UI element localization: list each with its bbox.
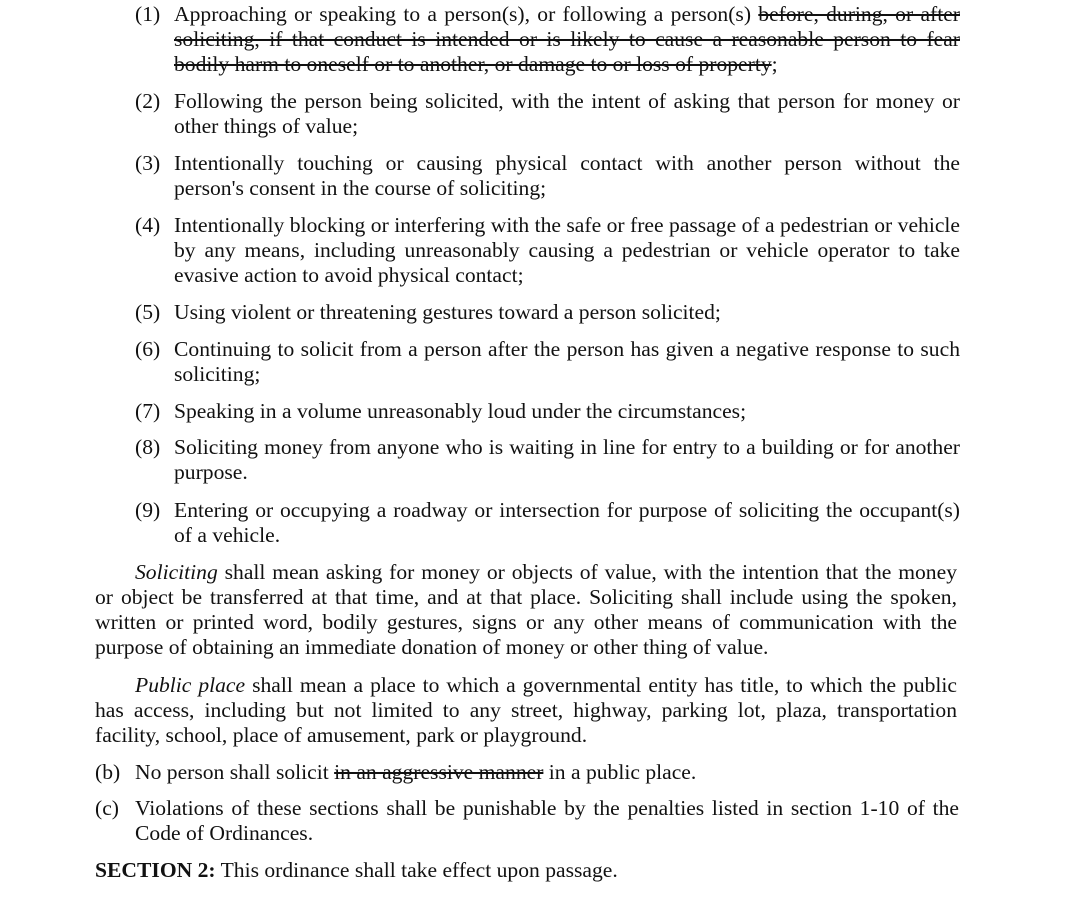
section-text: This ordinance shall take effect upon passage. [215,858,618,882]
struck-text: in an aggressive manner [334,760,544,784]
list-item-3 [135,151,960,201]
item-number: (9) [135,498,161,522]
subsection-b [95,760,959,785]
section-2 [95,858,957,883]
list-item-9 [135,498,960,548]
item-text: Intentionally blocking or interfering with the safe or free passage of a pedestrian or vehicle by any means, including unreasonably causing a pedestrian or vehicle operator to take evasive action to avoid physical contact; [174,213,960,287]
item-number: (3) [135,151,161,175]
list-item-6 [135,337,960,387]
section-label: SECTION 2: [95,858,216,882]
item-text: Speaking in a volume unreasonably loud under the circumstances; [174,399,747,423]
subsection-text: No person shall solicit [135,760,335,784]
list-item-2 [135,89,960,139]
item-number: (5) [135,300,161,324]
definition-public-place [95,673,957,748]
item-number: (2) [135,89,161,113]
item-text: Soliciting money from anyone who is waiting in line for entry to a building or for another purpose. [174,435,960,484]
item-text: Using violent or threatening gestures toward a person solicited; [174,300,721,324]
defined-term: Soliciting [135,560,218,584]
item-number: (1) [135,2,161,26]
item-text: Entering or occupying a roadway or intersection for purpose of soliciting the occupant(s) of a vehicle. [174,498,960,547]
list-item-4 [135,213,960,288]
item-number: (7) [135,399,161,423]
definition-text: shall mean a place to which a governmental entity has title, to which the public has access, including but not limited to any street, highway, parking lot, plaza, transportation facility, school, place of amusement, park or playground. [95,673,958,747]
list-item-5 [135,300,960,325]
item-text: Continuing to solicit from a person after the person has given a negative response to such soliciting; [174,337,960,386]
list-item-8 [135,435,960,485]
subsection-text-after: in a public place. [543,760,697,784]
item-text-tail: ; [771,52,778,76]
subsection-text: Violations of these sections shall be punishable by the penalties listed in section 1-10 of the Code of Ordinances. [135,796,959,845]
item-number: (6) [135,337,161,361]
definition-text: shall mean asking for money or objects of value, with the intention that the money or object be transferred at that time, and at that place. Soliciting shall include using the spoken, written or printed word, bodily gestures, signs or any other means of communication with the purpose of obtaining an immediate donation of money or other thing of value. [95,560,957,659]
list-item-7 [135,399,960,424]
item-number: (8) [135,435,161,459]
item-text: Intentionally touching or causing physical contact with another person without the person's consent in the course of soliciting; [174,151,960,200]
list-item-1 [135,2,960,77]
item-number: (4) [135,213,161,237]
subsection-c [95,796,959,846]
struck-text: before, during, or after soliciting, if that conduct is intended or is likely to cause a reasonable person to fear bodily harm to oneself or to another, or damage to or loss of property [174,2,960,76]
item-text: Following the person being solicited, with the intent of asking that person for money or other things of value; [174,89,960,138]
subsection-number: (c) [95,796,119,820]
subsection-number: (b) [95,760,121,784]
defined-term: Public place [135,673,246,697]
definition-soliciting [95,560,957,660]
item-text: Approaching or speaking to a person(s), or following a person(s) [174,2,759,26]
